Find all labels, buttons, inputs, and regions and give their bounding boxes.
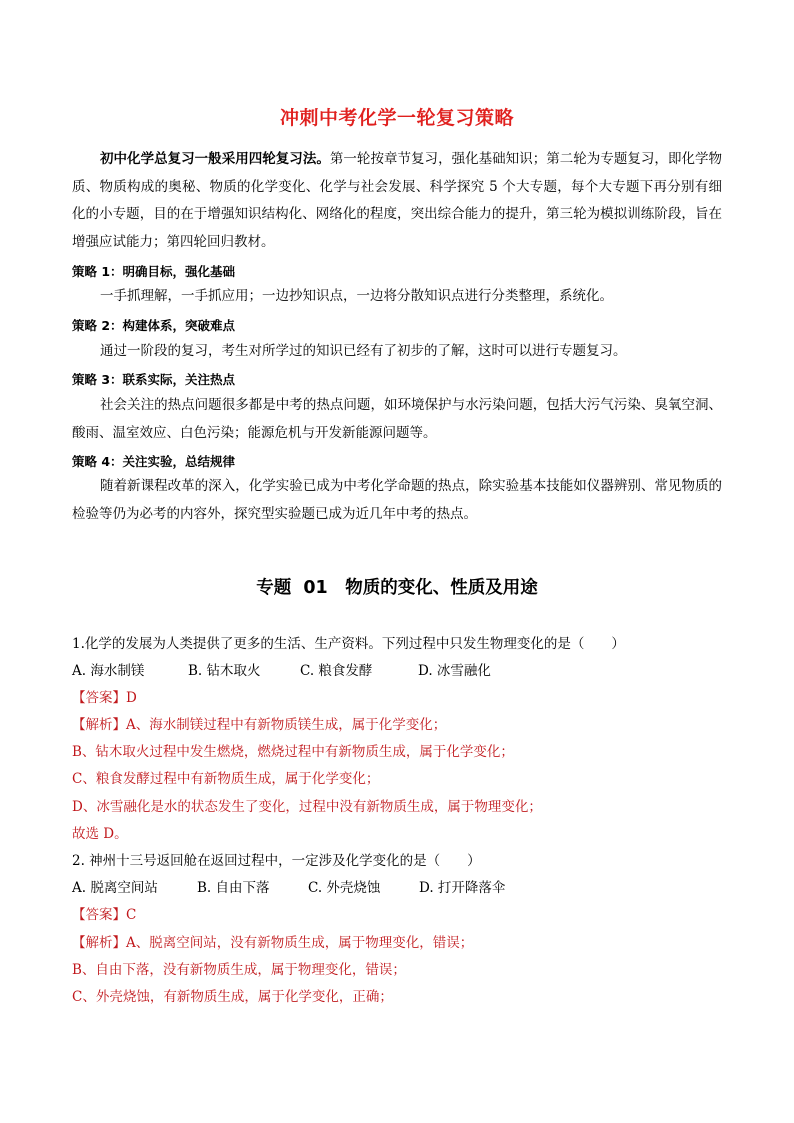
- intro-paragraph: [72, 146, 722, 256]
- document-title: 冲刺中考化学一轮复习策略: [279, 107, 514, 129]
- strategy-3-body: 社会关注的热点问题很多都是中考的热点问题，如环境保护与水污染问题，包括大污气污染、臭氧空洞、酸雨、温室效应、白色污染；能源危机与开发新能源问题等。: [72, 397, 722, 441]
- question-2-option-b: B. 自由下落: [197, 880, 270, 896]
- strategy-2-heading: 策略 2：构建体系，突破难点: [72, 318, 236, 333]
- question-1-options: [72, 659, 722, 679]
- question-2-option-c: C. 外壳烧蚀: [308, 880, 381, 896]
- question-1-option-d: D. 冰雪融化: [418, 663, 491, 679]
- question-2-stem: 2. 神州十三号返回舱在返回过程中，一定涉及化学变化的是（ ）: [72, 853, 481, 869]
- question-1-stem: 1.化学的发展为人类提供了更多的生活、生产资料。下列过程中只发生物理变化的是（ ）: [72, 636, 625, 652]
- section-title: 专题 01 物质的变化、性质及用途: [256, 578, 538, 598]
- question-2-answer: 【答案】C: [72, 907, 137, 923]
- question-1-option-b: B. 钻木取火: [188, 663, 261, 679]
- question-2-analysis-c: C、外壳烧蚀，有新物质生成，属于化学变化，正确；: [72, 989, 393, 1005]
- question-1-analysis-a: 【解析】A、海水制镁过程中有新物质镁生成，属于化学变化；: [72, 717, 447, 733]
- strategy-2-body: 通过一阶段的复习，考生对所学过的知识已经有了初步的了解，这时可以进行专题复习。: [100, 343, 627, 359]
- intro-text: 第一轮按章节复习，强化基础知识；第二轮为专题复习，即化学物质、物质构成的奥秘、物质的化学变化、化学与社会发展、科学探究 5 个大专题，每个大专题下再分别有细化的小专题，目的在于增强知识结构化、网络化的程度，突出综合能力的提升，第三轮为模拟训练阶段，旨在增强应试能力；第四轮回归教材。: [72, 151, 723, 250]
- question-1-option-c: C. 粮食发酵: [300, 663, 373, 679]
- strategy-1-heading: 策略 1：明确目标，强化基础: [72, 264, 236, 279]
- question-1-analysis-c: C、粮食发酵过程中有新物质生成，属于化学变化；: [72, 771, 380, 787]
- strategy-4-body: 随着新课程改革的深入，化学实验已成为中考化学命题的热点，除实验基本技能如仪器辨别、常见物质的检验等仍为必考的内容外，探究型实验题已成为近几年中考的热点。: [72, 478, 722, 522]
- intro-bold-lead: 初中化学总复习一般采用四轮复习法。: [100, 151, 330, 167]
- question-1-answer: 【答案】D: [72, 690, 137, 706]
- question-2-analysis-a: 【解析】A、脱离空间站，没有新物质生成，属于物理变化，错误；: [72, 935, 474, 951]
- question-2-option-a: A. 脱离空间站: [72, 880, 158, 896]
- strategy-3-heading: 策略 3：联系实际，关注热点: [72, 372, 236, 387]
- question-1-option-a: A. 海水制镁: [72, 663, 145, 679]
- question-1-analysis-d: D、冰雪融化是水的状态发生了变化，过程中没有新物质生成，属于物理变化；: [72, 799, 542, 815]
- strategy-4-heading: 策略 4：关注实验，总结规律: [72, 454, 236, 469]
- question-1-analysis-b: B、钻木取火过程中发生燃烧，燃烧过程中有新物质生成，属于化学变化；: [72, 744, 514, 760]
- question-1-conclusion: 故选 D。: [72, 826, 128, 842]
- strategy-1-body: 一手抓理解，一手抓应用；一边抄知识点，一边将分散知识点进行分类整理，系统化。: [100, 288, 613, 304]
- question-2-option-d: D. 打开降落伞: [419, 880, 506, 896]
- question-2-analysis-b: B、自由下落，没有新物质生成，属于物理变化，错误；: [72, 962, 406, 978]
- question-2-options: [72, 876, 722, 896]
